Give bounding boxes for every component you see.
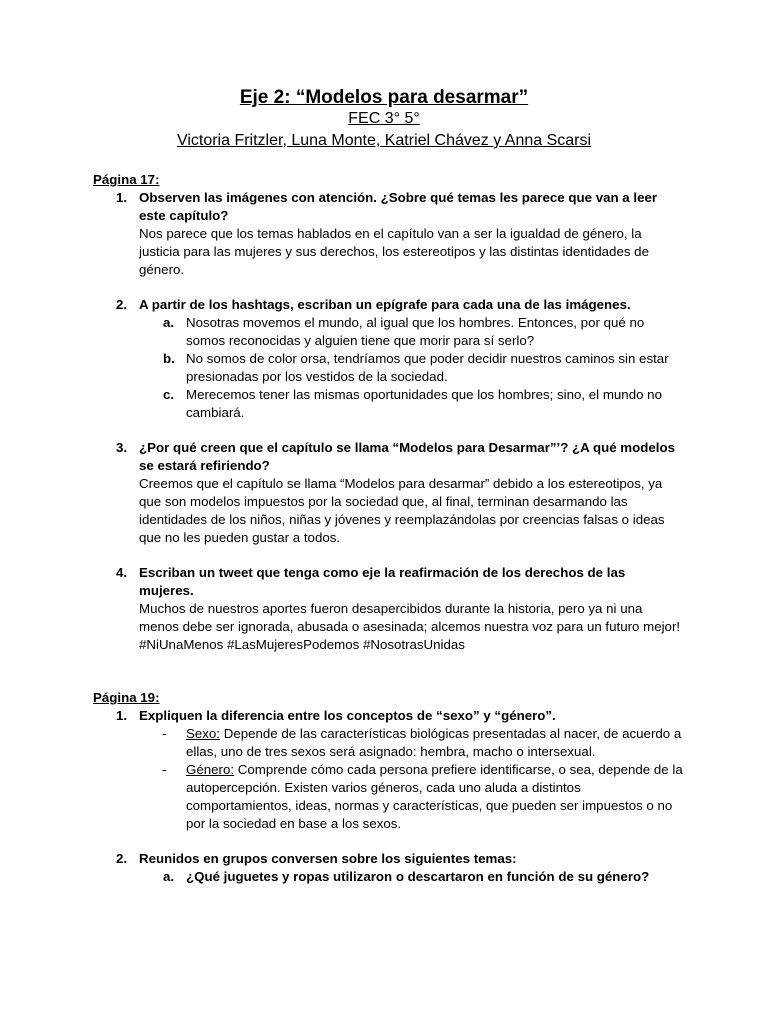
- list-item: [93, 868, 683, 886]
- list-item-letter: b.: [163, 351, 175, 366]
- list-item-text: [186, 761, 683, 833]
- list-item: [93, 350, 683, 386]
- list-item-text: Merecemos tener las mismas oportunidades que los hombres; sino, el mundo no cambiará.: [186, 387, 662, 420]
- question-block: [93, 296, 683, 314]
- list-item: [93, 761, 683, 833]
- question-number: 2.: [116, 297, 128, 312]
- question-text: ¿Por qué creen que el capítulo se llama “Modelos para Desarmar”’? ¿A qué modelos se estará refiriendo?: [139, 440, 675, 473]
- list-item: [93, 386, 683, 422]
- answer-text: Muchos de nuestros aportes fueron desapercibidos durante la historia, pero ya ni una menos debe ser ignorada, abusada o asesinada; alcemos nuestra voz para un futuro mejor! #NiUnaMenos #LasMujeresPodemos #NosotrasUnidas: [139, 601, 681, 652]
- term-label: Género:: [186, 762, 235, 777]
- question-number: 4.: [116, 565, 128, 580]
- term-definition: Comprende cómo cada persona prefiere identificarse, o sea, depende de la autopercepción. Existen varios géneros, cada uno aluda a distintos comportamientos, ideas, normas y características, que pueden ser impuestos o no por la sociedad en base a los sexos.: [186, 762, 683, 831]
- term-definition: Depende de las características biológicas presentadas al nacer, de acuerdo a ellas, uno de tres sexos será asignado: hembra, macho o intersexual.: [186, 726, 682, 759]
- answer-text: Creemos que el capítulo se llama “Modelos para desarmar” debido a los estereotipos, ya que son modelos impuestos por la sociedad que, al final, terminan desarmando las identidades de los niños, niñas y jóvenes y reemplazándolas por creencias falsas o ideas que no les pueden gustar a todos.: [139, 476, 665, 545]
- list-item-text: ¿Qué juguetes y ropas utilizaron o descartaron en función de su género?: [186, 869, 650, 884]
- list-item-dash: -: [162, 726, 167, 741]
- list-item: [93, 314, 683, 350]
- list-item-letter: c.: [163, 387, 175, 402]
- question-block: [93, 189, 683, 279]
- document-title: Eje 2: “Modelos para desarmar”: [239, 87, 529, 108]
- question-text: Observen las imágenes con atención. ¿Sobre qué temas les parece que van a leer este capítulo?: [139, 190, 658, 223]
- list-item-letter: a.: [163, 869, 175, 884]
- section-label-page-17: Página 17:: [93, 172, 160, 187]
- question-number: 2.: [116, 851, 128, 866]
- list-item-text: Nosotras movemos el mundo, al igual que los hombres. Entonces, por qué no somos reconocidas y alguien tiene que morir para sí serlo?: [186, 315, 645, 348]
- question-number: 1.: [116, 708, 128, 723]
- document-body: [93, 171, 683, 886]
- question-block: [93, 707, 683, 725]
- question-text: Escriban un tweet que tenga como eje la reafirmación de los derechos de las mujeres.: [139, 565, 626, 598]
- list-item-dash: -: [162, 762, 167, 777]
- term-label: Sexo:: [186, 726, 221, 741]
- document-subtitle: FEC 3° 5°: [348, 110, 420, 127]
- question-block: [93, 564, 683, 654]
- question-text: Reunidos en grupos conversen sobre los siguientes temas:: [139, 851, 517, 866]
- list-item-text: [186, 725, 683, 761]
- question-number: 3.: [116, 440, 128, 455]
- list-item-text: No somos de color orsa, tendríamos que poder decidir nuestros caminos sin estar presionadas por los vestidos de la sociedad.: [186, 351, 669, 384]
- answer-text: Nos parece que los temas hablados en el capítulo van a ser la igualdad de género, la justicia para las mujeres y sus derechos, los estereotipos y las distintas identidades de género.: [139, 226, 649, 277]
- question-text: Expliquen la diferencia entre los conceptos de “sexo” y “género”.: [139, 708, 556, 723]
- question-text: A partir de los hashtags, escriban un epígrafe para cada una de las imágenes.: [139, 297, 631, 312]
- question-number: 1.: [116, 190, 128, 205]
- document-authors: Victoria Fritzler, Luna Monte, Katriel Chávez y Anna Scarsi: [176, 132, 592, 149]
- list-item-letter: a.: [163, 315, 175, 330]
- list-item: [93, 725, 683, 761]
- section-label-page-19: Página 19:: [93, 690, 160, 705]
- question-block: [93, 439, 683, 547]
- question-block: [93, 850, 683, 868]
